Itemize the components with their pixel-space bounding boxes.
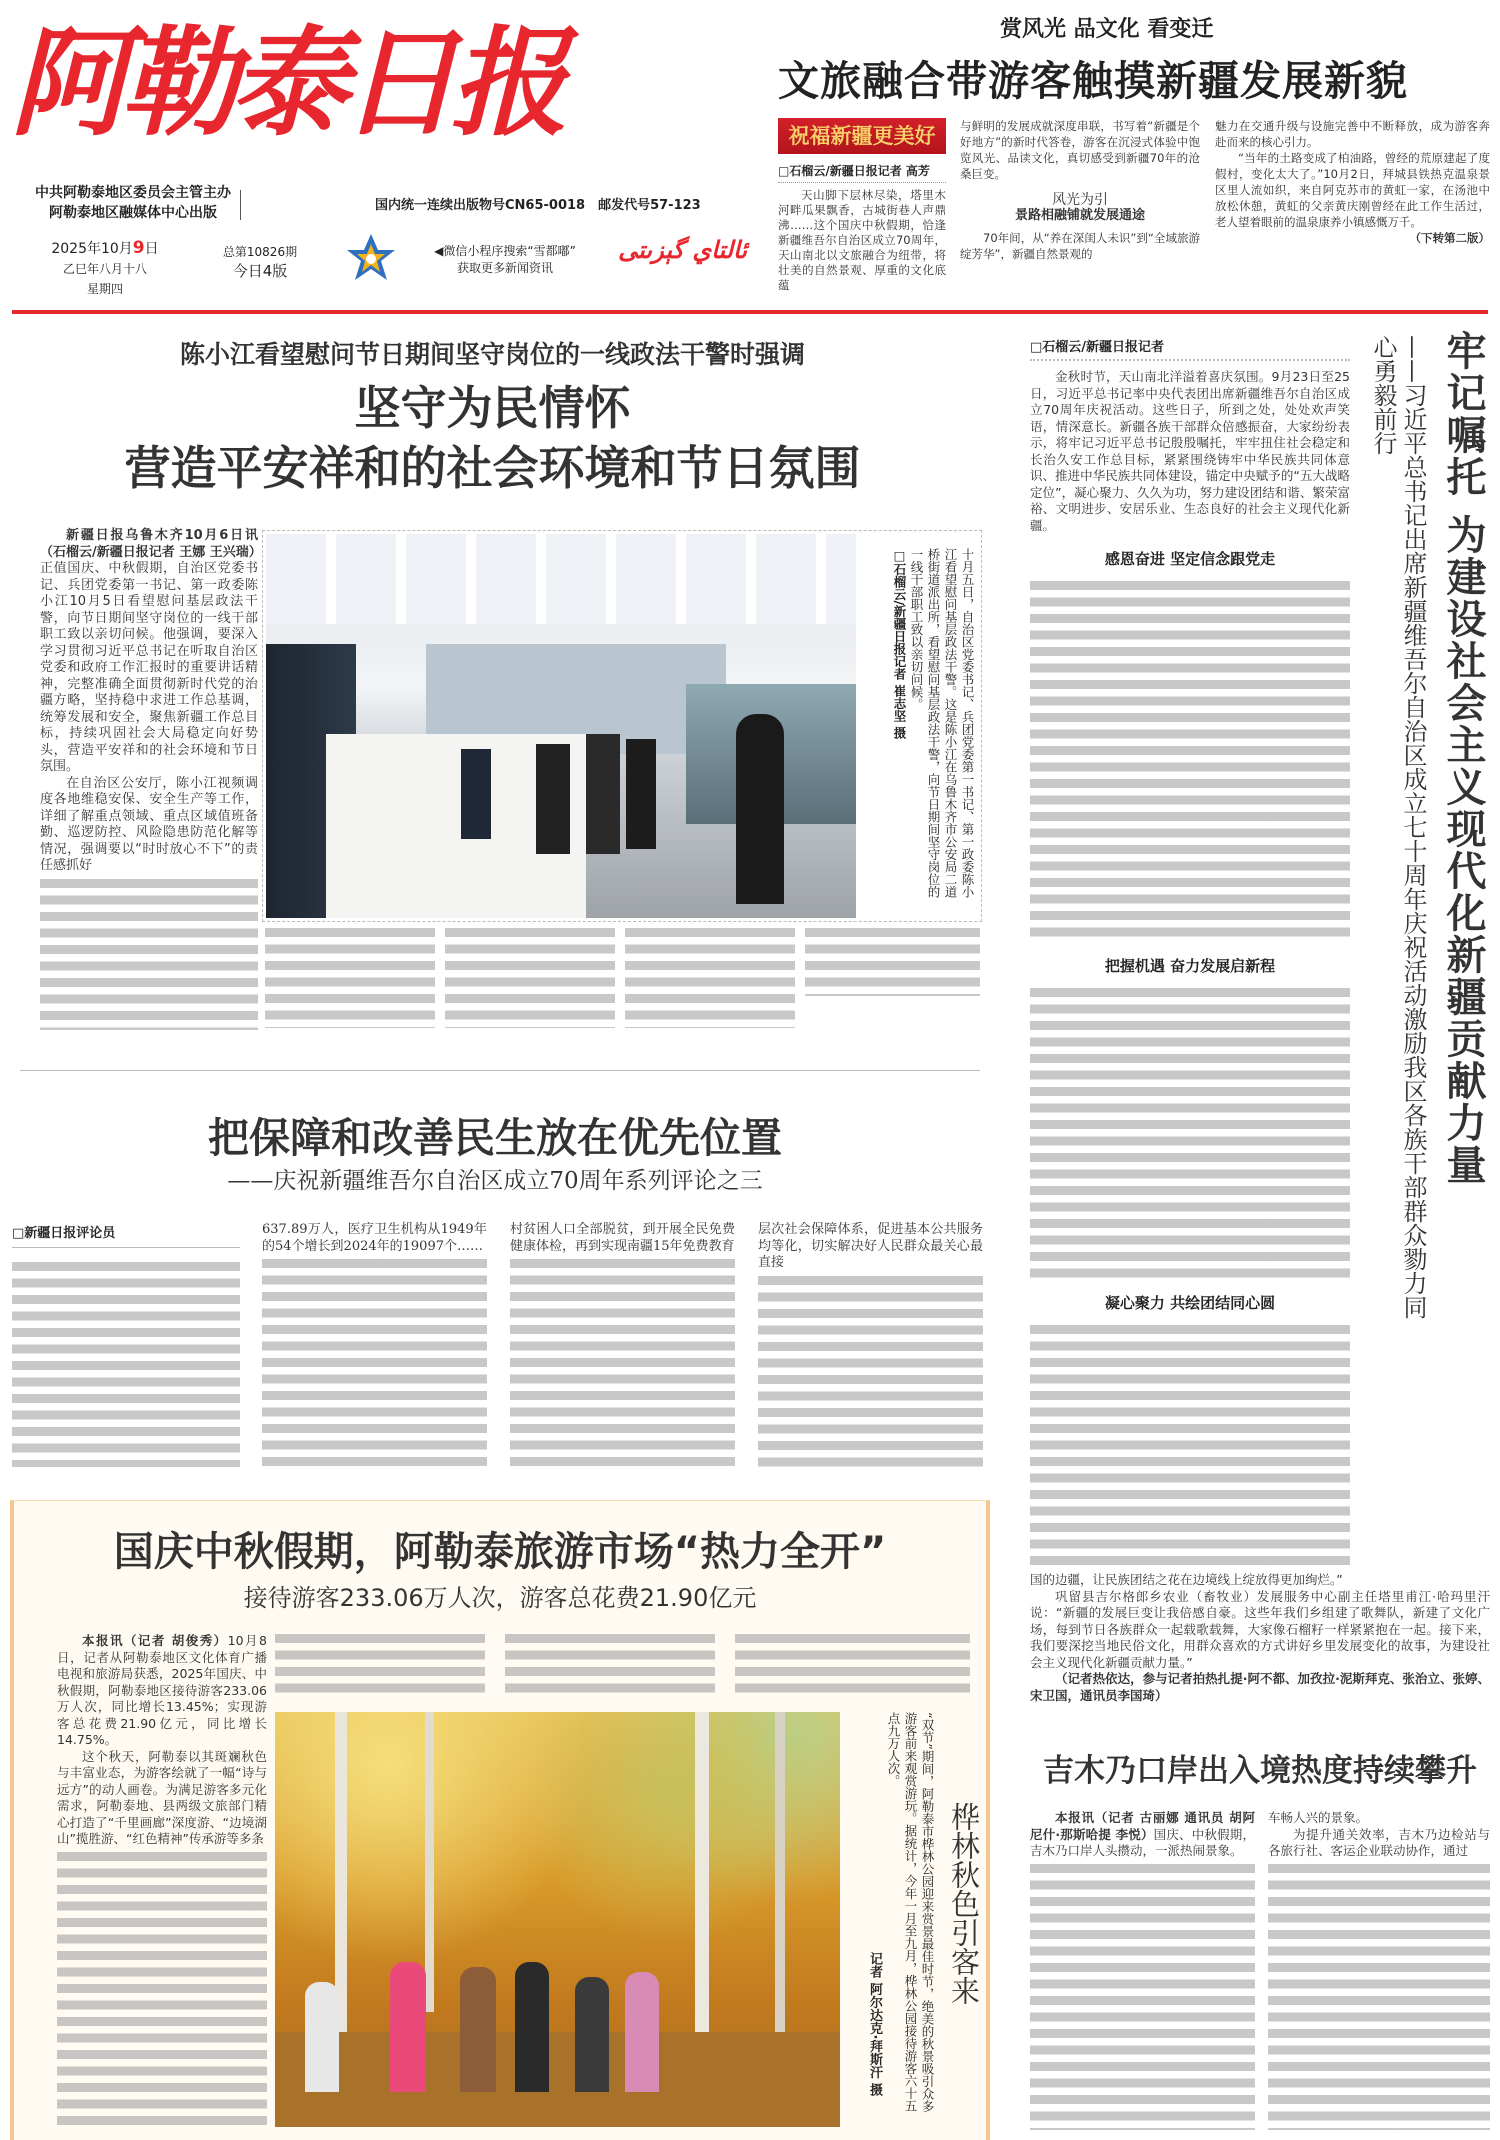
headline-line: 坚守为民情怀 bbox=[354, 381, 631, 435]
text-block bbox=[1030, 988, 1350, 1278]
right-story-subhead: ——习近平总书记出席新疆维吾尔自治区成立七十周年庆祝活动激励我区各族干部群众勠力同心勇毅前行 bbox=[1369, 335, 1427, 1319]
paragraph: 637.89万人，医疗卫生机构从1949年的54个增长到2024年的19097个…… bbox=[262, 1222, 487, 1254]
paragraph: 魅力在交通升级与设施完善中不断释放，成为游客奔赴而来的核心引力。 bbox=[1215, 119, 1490, 149]
text-block bbox=[1030, 581, 1350, 941]
section-subhead-3: 凝心聚力 共绘团结同心圆 bbox=[1104, 1294, 1276, 1312]
tourism-headline: 国庆中秋假期，阿勒泰旅游市场“热力全开” bbox=[113, 1529, 887, 1575]
paragraph: “当年的土路变成了柏油路，曾经的荒原建起了度假村，变化太大了。”10月2日，拜城县铁热克温泉景区里人流如织，来自阿克苏市的黄虹一家，在汤池中放松休憩，黄虹的父亲黄庆刚曾经在此工作生活过，老人望着眼前的温泉康养小镇感慨万千。 bbox=[1215, 151, 1490, 229]
top-story-col-1 bbox=[778, 188, 946, 293]
commentary-col-2 bbox=[262, 1222, 487, 1467]
tourism-photo bbox=[275, 1712, 840, 2127]
jimunai-headline: 吉木乃口岸出入境热度持续攀升 bbox=[1043, 1753, 1477, 1789]
commentary-col-1 bbox=[12, 1222, 240, 1467]
jimunai-col-2 bbox=[1268, 1810, 1490, 2130]
dateline: 本报讯（记者 胡俊秀） bbox=[82, 1633, 228, 1648]
text-block bbox=[40, 879, 258, 1031]
section-subhead-1: 感恩奋进 坚定信念跟党走 bbox=[1104, 550, 1276, 568]
paragraph: 车畅人兴的景象。 bbox=[1268, 1810, 1369, 1825]
paragraph bbox=[57, 1633, 267, 1749]
issue-block bbox=[205, 243, 315, 281]
commentary-subhead: ——庆祝新疆维吾尔自治区成立70周年系列评论之三 bbox=[227, 1168, 763, 1194]
publisher-line: 中共阿勒泰地区委员会主管主办 bbox=[35, 185, 231, 201]
paragraph: 这个秋天，阿勒泰以其斑斓秋色与丰富业态，为游客绘就了一幅“诗与远方”的动人画卷。为满足游客多元化需求，阿勒泰地、县两级文旅部门精心打造了“千里画廊”深度游、“边境湖山”揽胜游、“红色精神”传承游等多条 bbox=[57, 1748, 267, 1846]
wechat-promo bbox=[405, 243, 605, 277]
issn-line: 国内统一连续出版物号CN65-0018 邮发代号57-123 bbox=[375, 198, 701, 213]
paragraph: 为提升通关效率，吉木乃边检站与各旅行社、客运企业联动协作，通过 bbox=[1268, 1826, 1490, 1858]
section-subhead-2: 把握机遇 奋力发展启新程 bbox=[1104, 957, 1276, 975]
commentary-headline: 把保障和改善民生放在优先位置 bbox=[208, 1114, 782, 1162]
paragraph: 村贫困人口全部脱贫，到开展全民免费健康体检，再到实现南疆15年免费教育 bbox=[510, 1222, 735, 1254]
uyghur-logo: ئالتاي گېزىتى bbox=[618, 236, 747, 264]
wechat-line: 获取更多新闻资讯 bbox=[456, 261, 553, 275]
paragraph: 金秋时节，天山南北洋溢着喜庆氛围。9月23日至25日，习近平总书记率中央代表团出席新疆维吾尔自治区成立70周年庆祝活动。这些日子，所到之处，处处欢声笑语，情深意长。新疆各族干部群众倍感振奋，大家纷纷表示，将牢记习近平总书记殷殷嘱托，牢牢扭住社会稳定和长治久安工作总目标，紧紧围绕铸牢中华民族共同体意识、推进中华民族共同体建设，锚定中央赋予的“五大战略定位”，凝心聚力、久久为功，努力建设团结和谐、繁荣富裕、文明进步、安居乐业、生态良好的社会主义现代化新疆。 bbox=[1030, 369, 1350, 533]
dateline: 本报讯（记者 古丽娜 通讯员 胡阿尼什·那斯哈提 李悦） bbox=[1030, 1810, 1255, 1842]
text-block bbox=[735, 1634, 970, 1698]
weekday: 星期四 bbox=[86, 282, 123, 296]
tourism-photo-text bbox=[846, 1712, 984, 2122]
text-block bbox=[1030, 1325, 1350, 1566]
top-story-byline: □石榴云/新疆日报记者 高芳 bbox=[778, 162, 946, 183]
lead-photo-caption bbox=[862, 548, 976, 908]
paragraph: 巩留县吉尔格郎乡农业（畜牧业）发展服务中心副主任塔里甫江·哈玛里汗说：“新疆的发展巨变让我倍感自豪。这些年我们乡组建了歌舞队，新建了文化广场，每到节日各族群众一起载歌载舞，大家像石榴籽一样紧紧抱在一起。接下来，我们要深挖当地民俗文化，用群众喜欢的方式讲好乡里发展变化的故事，为建设社会主义现代化新疆贡献力量。” bbox=[1030, 1588, 1490, 1670]
text-block bbox=[510, 1259, 735, 1467]
masthead-rule bbox=[12, 310, 1488, 314]
paragraph: 在自治区公安厅，陈小江视频调度各地维稳安保、安全生产等工作，详细了解重点领域、重点区域值班备勤、巡逻防控、风险隐患防范化解等情况，强调要以“时时放心不下”的责任感抓好 bbox=[40, 775, 258, 873]
paragraph-text: 国庆、中秋假期，吉木乃口岸人头攒动，一派热闹景象。 bbox=[1030, 1826, 1255, 1858]
date-block bbox=[30, 238, 180, 299]
date-text: 日 bbox=[144, 241, 159, 257]
paragraph: 70年间，从“养在深闺人未识”到“全域旅游绽芳华”，新疆自然景观的 bbox=[960, 231, 1200, 261]
publisher-info bbox=[28, 183, 238, 223]
issue-number: 总第10826期 bbox=[222, 245, 298, 259]
date-day: 9 bbox=[132, 238, 145, 258]
paragraph bbox=[40, 528, 262, 776]
tourism-photo-caption: “双节”期间，阿勒泰市桦林公园迎来赏景最佳时节，绝美的秋景吸引众多游客前来观赏游玩。据统计，今年一月至九月，桦林公园接待游客六十五点九万人次。 bbox=[886, 1712, 935, 2113]
text-block bbox=[1268, 1864, 1490, 2131]
top-story-col-3 bbox=[1215, 118, 1490, 246]
paragraph: 层次社会保障体系，促进基本公共服务均等化，切实解决好人民群众最关心最直接 bbox=[758, 1222, 983, 1270]
commentary-byline: □新疆日报评论员 bbox=[12, 1222, 240, 1248]
dateline: 新疆日报乌鲁木齐10月6日讯（石榴云/新疆日报记者 王娜 王兴瑞） bbox=[40, 528, 262, 560]
paragraph-text: 正值国庆、中秋假期，自治区党委书记、兵团党委第一书记、第一政委陈小江10月5日看望慰问基层政法干警，向节日期间坚守岗位的一线干部职工致以亲切问候。他强调，要深入学习贯彻习近平总书记在听取自治区党委和政府工作汇报时的重要讲话精神，完整准确全面贯彻新时代党的治疆方略，坚持稳中求进工作总基调，统筹发展和安全，聚焦新疆工作总目标，持续巩固社会大局稳定向好势头，营造平安祥和的社会环境和节日氛围。 bbox=[40, 561, 258, 774]
lead-photo bbox=[266, 534, 856, 918]
text-block bbox=[12, 1262, 240, 1467]
paragraph: 天山脚下层林尽染，塔里木河畔瓜果飘香，古城街巷人声鼎沸……这个国庆中秋假期，恰逢新疆维吾尔自治区成立70周年，天山南北以文旅融合为纽带，将壮美的自然景观、厚重的文化底蕴 bbox=[778, 188, 946, 292]
reporter-credit: （记者热依达，参与记者拍热扎提·阿不都、加孜拉·泥斯拜克、张治立、张婷、宋卫国，通讯员李国琦） bbox=[1030, 1671, 1490, 1703]
jimunai-col-1 bbox=[1030, 1810, 1255, 2130]
tourism-photo-credit: 记者 阿尔达克·拜斯汗 摄 bbox=[867, 1952, 882, 2096]
media-logo-icon bbox=[345, 232, 397, 284]
wechat-line: ◀微信小程序搜索“雪都嘟” bbox=[434, 244, 576, 258]
right-story-tail bbox=[1030, 1572, 1490, 1704]
text-block bbox=[275, 1634, 485, 1698]
lead-kicker: 陈小江看望慰问节日期间坚守岗位的一线政法干警时强调 bbox=[179, 340, 805, 369]
text-block bbox=[262, 1259, 487, 1467]
divider bbox=[20, 1070, 980, 1071]
right-story-intro bbox=[1030, 369, 1350, 534]
top-story-headline: 文旅融合带游客触摸新疆发展新貌 bbox=[778, 57, 1408, 105]
text-block bbox=[625, 928, 795, 1028]
photo-credit: □石榴云/新疆日报记者 崔志坚 摄 bbox=[892, 548, 907, 739]
lead-col-1 bbox=[40, 528, 262, 1030]
tourism-col-1 bbox=[57, 1633, 267, 2128]
paragraph bbox=[1030, 1810, 1255, 1860]
text-block bbox=[445, 928, 615, 1028]
section-subhead: 景路相融铺就发展通途 bbox=[1014, 208, 1145, 223]
text-block bbox=[265, 928, 435, 1028]
caption-text: 十月五日，自治区党委书记、兵团党委第一书记、第一政委陈小江看望慰问基层政法干警。这是陈小江在乌鲁木齐市公安局二道桥街道派出所，看望慰问基层政法干警，向节日期间坚守岗位的一线干部职工致以亲切问候。 bbox=[909, 548, 975, 898]
top-story-col-2 bbox=[960, 118, 1200, 262]
commentary-col-3 bbox=[510, 1222, 735, 1467]
commentary-col-4 bbox=[758, 1222, 983, 1467]
right-story-byline: □石榴云/新疆日报记者 bbox=[1030, 336, 1350, 361]
text-block bbox=[57, 1852, 267, 2129]
right-story-headline: 牢记嘱托 为建设社会主义现代化新疆贡献力量 bbox=[1440, 330, 1486, 1186]
tourism-photo-title: 桦林秋色引客来 bbox=[947, 1802, 981, 2005]
divider bbox=[240, 190, 241, 220]
newspaper-logo: 阿勒泰日报 bbox=[10, 13, 561, 152]
top-story-badge: 祝福新疆更美好 bbox=[778, 118, 946, 154]
text-block bbox=[1030, 1864, 1255, 2131]
publisher-line: 阿勒泰地区融媒体中心出版 bbox=[49, 205, 217, 221]
headline-line: 营造平安祥和的社会环境和节日氛围 bbox=[124, 441, 861, 495]
lead-headline bbox=[0, 378, 985, 498]
section-subhead: 风光为引 bbox=[1052, 192, 1108, 208]
continued-note: （下转第二版） bbox=[1409, 231, 1490, 245]
page-count: 今日4版 bbox=[232, 262, 288, 280]
right-story-body bbox=[1030, 336, 1350, 1566]
paragraph-text: 10月8日，记者从阿勒泰地区文化体育广播电视和旅游局获悉，2025年国庆、中秋假期，阿勒泰地区接待游客233.06万人次，同比增长13.45%；实现游客总花费21.90亿元，同比增长14.75%。 bbox=[57, 1633, 267, 1747]
paragraph: 与鲜明的发展成就深度串联，书写着“新疆是个好地方”的新时代答卷，游客在沉浸式体验中饱览风光、品读文化，真切感受到新疆70年的沧桑巨变。 bbox=[960, 119, 1200, 181]
top-story-kicker: 赏风光 品文化 看变迁 bbox=[1000, 17, 1214, 42]
date-text: 2025年10月 bbox=[51, 241, 133, 257]
lunar-date: 乙巳年八月十八 bbox=[62, 262, 147, 276]
tourism-subhead: 接待游客233.06万人次，游客总花费21.90亿元 bbox=[243, 1584, 757, 1612]
text-block bbox=[805, 928, 980, 996]
text-block bbox=[758, 1276, 983, 1468]
text-block bbox=[505, 1634, 715, 1698]
paragraph: 国的边疆，让民族团结之花在边境线上绽放得更加绚烂。” bbox=[1030, 1572, 1343, 1587]
